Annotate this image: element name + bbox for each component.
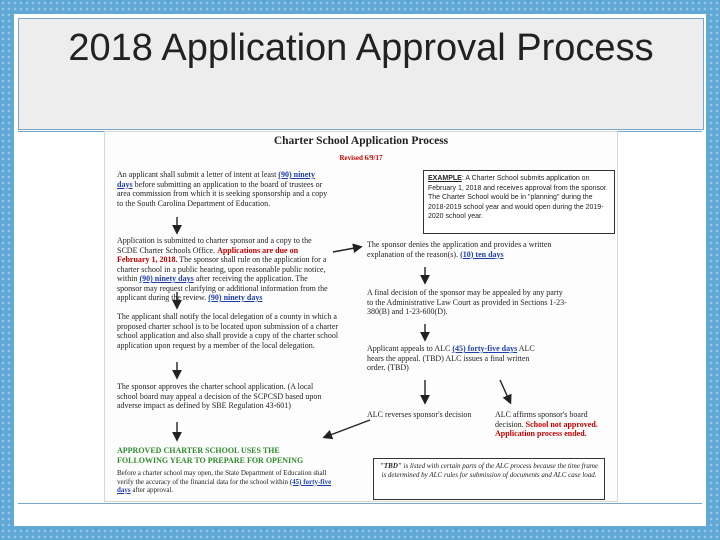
text-run: "TBD" — [380, 462, 402, 470]
text-run: ALC hears the appeal. (TBD) ALC issues a final written order. (TBD) — [367, 344, 535, 372]
text-run: (10) ten days — [460, 249, 504, 259]
text-run: School not approved. Application process ended. — [495, 419, 598, 438]
text-run: An applicant shall submit a letter of intent at least — [117, 170, 279, 179]
text-run: (90) ninety days — [208, 293, 263, 302]
title-band — [18, 18, 704, 130]
text-run: after receiving the application. The sponsor may request clarifying or additional information from the applicant during the review. — [117, 274, 328, 302]
text-run: (45) forty-five days — [117, 477, 332, 494]
arrow-diagonal — [500, 380, 510, 402]
text-run: is listed with certain parts of the ALC process because the time frame is determined by ALC rules for submission of documents and ALC case load. — [381, 462, 598, 479]
example-label: EXAMPLE — [428, 175, 462, 182]
divider-line — [18, 503, 702, 504]
text-run: before submitting an application to the board of trustees or area commission from which it is seeking sponsorship and a copy to the South Carolina Department of Education. — [117, 179, 328, 208]
revised-date: Revised 6/9/17 — [339, 154, 383, 162]
text-run: (45) forty-five days — [452, 344, 518, 353]
text-run: The sponsor shall rule on the application for a charter school in a public hearing, upon reasonable public notice, within — [117, 255, 327, 283]
text-run: (90) ninety days — [117, 170, 315, 189]
text-run: The sponsor approves the charter school application. (A local school board may appeal a decision of the SCPCSD based upon adverse impact as defined by SBE Regulation 43-601) — [117, 382, 322, 410]
arrow-to-approved — [325, 420, 370, 437]
text-run: Applicant appeals to ALC — [367, 344, 453, 353]
text-run: Application is submitted to charter sponsor and a copy to the SCDE Charter Schools Office. — [117, 236, 312, 255]
document-title: Charter School Application Process — [273, 135, 449, 147]
arrow-right — [333, 247, 360, 252]
process-document — [104, 131, 618, 502]
text-run: (90) ninety days — [139, 274, 194, 283]
flow-arrows — [105, 132, 617, 501]
text-run: ALC affirms sponsor's board decision. — [495, 410, 588, 429]
text-run: The applicant shall notify the local delegation of a county in which a proposed charter school is to be located upon submission of a charter school application and also shall provide a copy of the charter school application upon request by a member of the local delegation. — [117, 312, 339, 350]
text-run: The sponsor denies the application and provides a written explanation of the reason(s). — [367, 240, 552, 259]
text-run: Applications are due on February 1, 2018. — [117, 245, 299, 264]
approved-heading: APPROVED CHARTER SCHOOL USES THE FOLLOWING YEAR TO PREPARE FOR OPENING — [117, 446, 304, 465]
text-run: ALC reverses sponsor's decision — [367, 410, 472, 419]
text-run: Before a charter school may open, the State Department of Education shall verify the accuracy of the financial data for the school within — [117, 469, 327, 486]
text-run: A final decision of the sponsor may be appealed by any party to the Administrative Law Court as provided in Sections 1-23-380(B) and 1-23-600(D). — [367, 288, 567, 316]
example-text: : A Charter School submits application on February 1, 2018 and receives approval from the sponsor. The Charter School would be in "planning" during the 2018-2019 school year and would open during the 2019-2020 school year. — [428, 175, 608, 220]
slide-title: 2018 Application Approval Process — [68, 27, 654, 69]
text-run: after approval. — [130, 486, 174, 494]
